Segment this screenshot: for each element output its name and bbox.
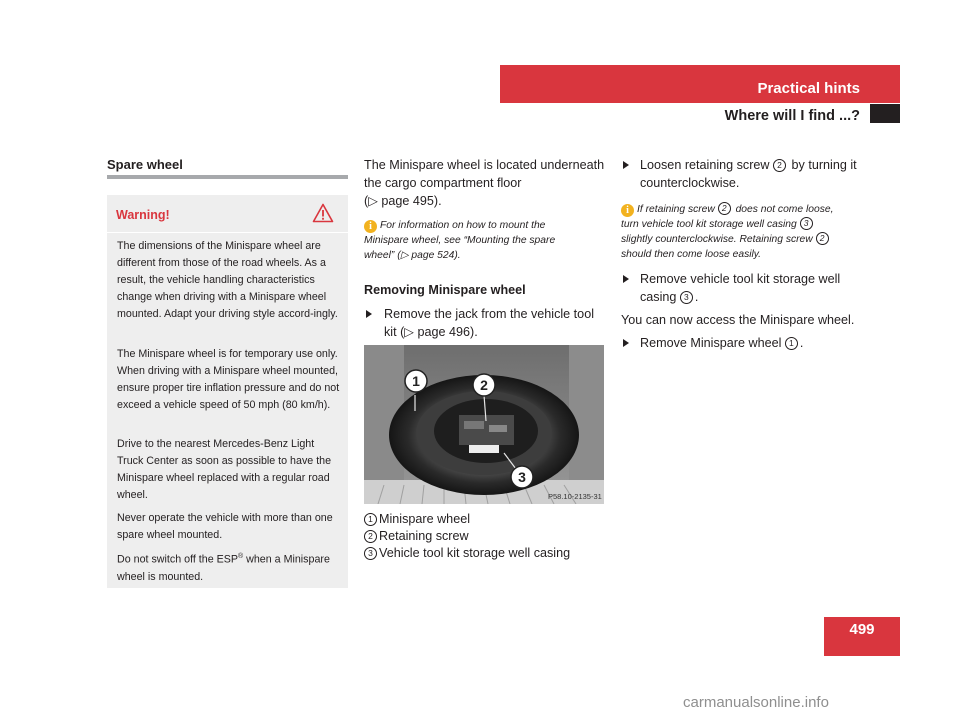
- step-text: kit (▷ page 496).: [384, 325, 478, 339]
- step-text: Loosen retaining screw 2 by turning it: [640, 158, 857, 172]
- subsection-heading: Removing Minispare wheel: [364, 283, 526, 297]
- intro-text: The Minispare wheel is located underneath: [364, 158, 605, 172]
- warning-paragraph: Never operate the vehicle with more than one spare wheel mounted.: [117, 512, 333, 541]
- header-tab-marker: [870, 104, 900, 123]
- callout-3: 3: [518, 469, 526, 485]
- info-note: Minispare wheel, see “Mounting the spare: [364, 235, 556, 246]
- info-icon: i: [621, 204, 634, 217]
- legend-item: 3 Vehicle tool kit storage well casing: [364, 544, 570, 562]
- warning-paragraph: The Minispare wheel is for temporary use only. When driving with a Minispare wheel mounted, ensure proper tire inflation pressure and do not exceed a vehicle speed of 50 mph (80 km/h).: [117, 348, 340, 411]
- info-note: turn vehicle tool kit storage well casing 3: [621, 217, 815, 233]
- callout-2: 2: [480, 377, 488, 393]
- photo-code: P58.10-2135-31: [548, 492, 602, 501]
- intro-text: the cargo compartment floor: [364, 176, 522, 190]
- warning-paragraph: Drive to the nearest Mercedes-Benz Light Truck Center as soon as possible to have the Minispare wheel replaced with a regular road wheel.: [117, 438, 332, 501]
- info-note: i For information on how to mount the: [364, 218, 545, 234]
- warning-divider: [107, 232, 348, 233]
- legend-item: 1 Minispare wheel: [364, 510, 470, 528]
- step-text: casing 3 .: [640, 290, 699, 304]
- warning-triangle-icon: [312, 203, 334, 223]
- bullet-arrow-icon: [623, 161, 629, 169]
- section-heading: Spare wheel: [107, 157, 183, 172]
- step-text: Remove Minispare wheel 1 .: [640, 336, 804, 350]
- info-note: should then come loose easily.: [621, 249, 762, 260]
- minispare-wheel-photo: [364, 345, 604, 504]
- page-subtitle: Where will I find ...?: [724, 108, 860, 124]
- callout-1: 1: [412, 373, 420, 389]
- page-number: 499: [849, 621, 875, 638]
- bullet-arrow-icon: [366, 310, 372, 318]
- step-text: counterclockwise.: [640, 176, 740, 190]
- heading-rule: [107, 175, 348, 179]
- page-reference[interactable]: (▷ page 495).: [364, 194, 442, 208]
- info-note: wheel” (▷ page 524).: [364, 250, 461, 261]
- step-text: Remove vehicle tool kit storage well: [640, 272, 841, 286]
- step-text: Remove the jack from the vehicle tool: [384, 307, 594, 321]
- body-text: You can now access the Minispare wheel.: [621, 313, 855, 327]
- warning-paragraph: Do not switch off the ESP® when a Minispare wheel is mounted.: [117, 553, 330, 583]
- warning-title: Warning!: [116, 208, 170, 222]
- warning-paragraph: The dimensions of the Minispare wheel are different from those of the road wheels. As a result, the vehicle handling characteristics change when driving with a Minispare wheel mounted. Adapt your driving style accord-ingly.: [117, 240, 338, 320]
- watermark: carmanualsonline.info: [683, 694, 829, 711]
- info-note: slightly counterclockwise. Retaining screw 2: [621, 232, 831, 248]
- info-note: i If retaining screw 2 does not come loose,: [621, 202, 833, 218]
- bullet-arrow-icon: [623, 339, 629, 347]
- info-icon: i: [364, 220, 377, 233]
- bullet-arrow-icon: [623, 275, 629, 283]
- section-title: Practical hints: [757, 80, 860, 97]
- legend-item: 2 Retaining screw: [364, 527, 469, 545]
